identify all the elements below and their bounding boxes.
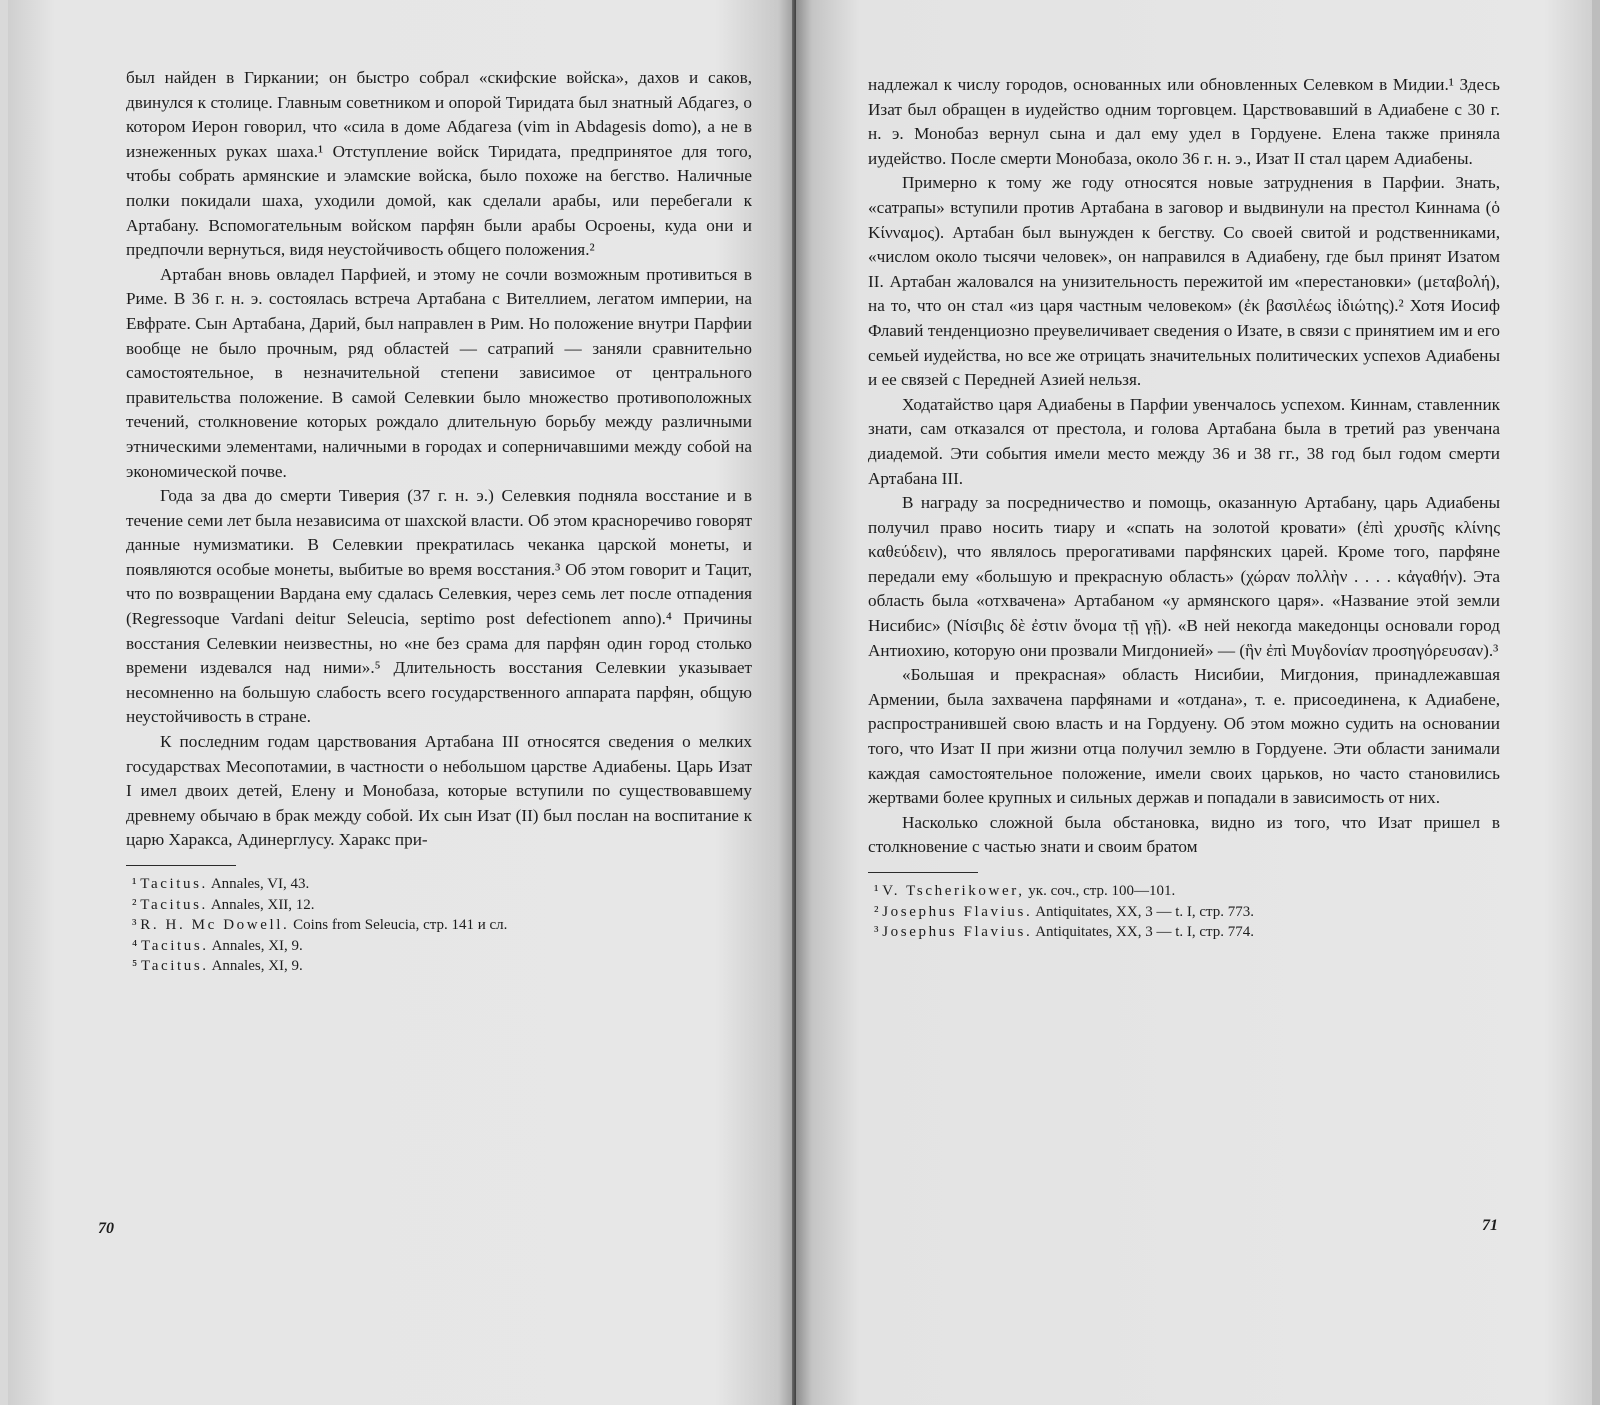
footnote: ³ Josephus Flavius. Antiquitates, XX, 3 — t. I, стр. 774.: [874, 924, 1255, 940]
right-footnotes: [868, 881, 1500, 943]
footnote: ² Tacitus. Annales, XII, 12.: [132, 896, 315, 913]
right-page: [796, 0, 1592, 1405]
footnote-divider: [868, 872, 978, 873]
left-paragraph-4: К последним годам царствования Артабана III относятся сведения о мелких государствах Месопотамии, в частности о небольшом царстве Адиабены. Царь Изат I имел двоих детей, Елену и Монобаза, которые вступили по существовавшему древнему обычаю в брак между собой. Их сын Изат (II) был послан на воспитание к царю Харакса, Адинерглусу. Харакс при-: [126, 732, 752, 850]
left-footnotes: [126, 874, 752, 977]
right-page-body: [868, 73, 1500, 943]
right-paragraph-5: «Большая и прекрасная» область Нисибии, Мигдония, принадлежавшая Армении, была захвачена парфянами и «отдана», т. е. присоединена, к Адиабене, распространившей свою власть и на Гордуену. Об этом можно судить на основании того, что Изат II при жизни отца получил землю в Гордуене. Эти области занимали каждая самостоятельное положение, имели своих царьков, но часто становились жертвами более крупных и сильных держав и попадали в зависимость от них.: [868, 665, 1500, 808]
footnote: ⁴ Tacitus. Annales, XI, 9.: [132, 937, 303, 954]
footnote: ¹ Tacitus. Annales, VI, 43.: [132, 876, 310, 892]
right-paragraph-2: Примерно к тому же году относятся новые затруднения в Парфии. Знать, «сатрапы» вступили против Артабана в заговор и выдвинули на престол Киннама (ὁ Κίνναμος). Артабан был вынужден к бегству. Со своей свитой и родственниками, «числом около тысячи человек», он направился в Адиабену, где был принят Изатом II. Артабан жаловался на унизительность пережитой им «перестановки» (μεταβολή), на то, что он стал «из царя частным человеком» (ἐκ βασιλέως ἰδιώτης).² Хотя Иосиф Флавий тенденциозно преувеличивает сведения о Изате, в связи с принятием им и его семьей иудейства, но все же отрицать значительных политических успехов Адиабены и ее связей с Передней Азией нельзя.: [868, 173, 1500, 390]
right-paragraph-4: В награду за посредничество и помощь, оказанную Артабану, царь Адиабены получил право носить тиару и «спать на золотой кровати» (ἐπὶ χρυσῆς κλίνης καθεύδειν), что являлось прерогативами парфянских царей. Кроме того, парфяне передали ему «большую и прекрасную область» (χώραν πολλὴν . . . . κἀγαθήν). Эта область была «отхвачена» Артабаном «у армянского царя». «Название этой земли Нисибис» (Νίσιβις δὲ ἐστιν ὄνομα τῇ γῇ). «В ней некогда македонцы основали город Антиохию, которую они прозвали Мигдонией» — (ἣν ἐπὶ Μυγδονίαν προσηγόρευσαν).³: [868, 493, 1500, 660]
page-number: 71: [1482, 1217, 1498, 1234]
right-paragraph-3: Ходатайство царя Адиабены в Парфии увенчалось успехом. Киннам, ставленник знати, сам отказался от престола, и голова Артабана была в третий раз увенчана диадемой. Эти события имели место между 36 и 38 гг., 38 год был годом смерти Артабана III.: [868, 394, 1500, 488]
left-paragraph-2: Артабан вновь овладел Парфией, и этому не сочли возможным противиться в Риме. В 36 г. н. э. состоялась встреча Артабана с Вителлием, легатом империи, на Евфрате. Сын Артабана, Дарий, был направлен в Рим. Но положение внутри Парфии вообще не было прочным, ряд областей — сатрапий — заняли сравнительно самостоятельное, в незначительной степени зависимое от центрального правительства положение. В самой Селевкии было множество противоположных течений, столкновение которых рождало длительную борьбу между различными этническими элементами, наличными в городах и соперничавшими между собой на экономической почве.: [126, 264, 752, 481]
page-edge: [1592, 0, 1600, 1405]
right-paragraph-6: Насколько сложной была обстановка, видно из того, что Изат пришел в столкновение с частью знати и своим братом: [868, 812, 1500, 857]
left-page: [8, 0, 794, 1405]
left-paragraph-1: был найден в Гиркании; он быстро собрал «скифские войска», дахов и саков, двинулся к столице. Главным советником и опорой Тиридата был знатный Абдагез, о котором Иерон говорил, что «сила в доме Абдагеза (vim in Abdagesis domo), а не в изнеженных руках шаха.¹ Отступление войск Тиридата, предпринятое для того, чтобы собрать армянские и эламские войска, было похоже на бегство. Наличные полки покидали шаха, уходили домой, как сделали арабы, или перебегали к Артабану. Вспомогательным войском парфян были арабы Осроены, куда они и предпочли вернуться, видя неустойчивость общего положения.²: [126, 68, 752, 260]
left-paragraph-3: Года за два до смерти Тиверия (37 г. н. э.) Селевкия подняла восстание и в течение семи лет была независима от шахской власти. Об этом красноречиво говорят данные нумизматики. В Селевкии прекратилась чеканка царской монеты, и появляются особые монеты, выбитые во время восстания.³ Об этом говорит и Тацит, что по возвращении Вардана ему сдалась Селевкия, через семь лет после отпадения (Regressoque Vardani deitur Seleucia, septimo post defectionem anno).⁴ Причины восстания Селевкии неизвестны, но «не без срама для парфян один город столько времени издевался над ними».⁵ Длительность восстания Селевкии указывает несомненно на большую слабость всего государственного аппарата парфян, общую неустойчивость в стране.: [126, 486, 752, 727]
page-number: 70: [98, 1220, 114, 1237]
right-paragraph-1: надлежал к числу городов, основанных или обновленных Селевком в Мидии.¹ Здесь Изат был обращен в иудейство одним торговцем. Царствовавший в Адиабене с 30 г. н. э. Монобаз вернул сына и дал ему удел в Гордуене. Елена также приняла иудейство. После смерти Монобаза, около 36 г. н. э., Изат II стал царем Адиабены.: [868, 75, 1500, 168]
footnote: ⁵ Tacitus. Annales, XI, 9.: [132, 958, 303, 974]
footnote: ² Josephus Flavius. Antiquitates, XX, 3 — t. I, стр. 773.: [874, 903, 1255, 920]
left-page-body: [126, 66, 752, 977]
footnote: ¹ V. Tscherikower, ук. соч., стр. 100—101.: [874, 883, 1176, 899]
footnote: ³ R. H. Mc Dowell. Coins from Seleucia, стр. 141 и сл.: [132, 917, 508, 933]
footnote-divider: [126, 865, 236, 866]
